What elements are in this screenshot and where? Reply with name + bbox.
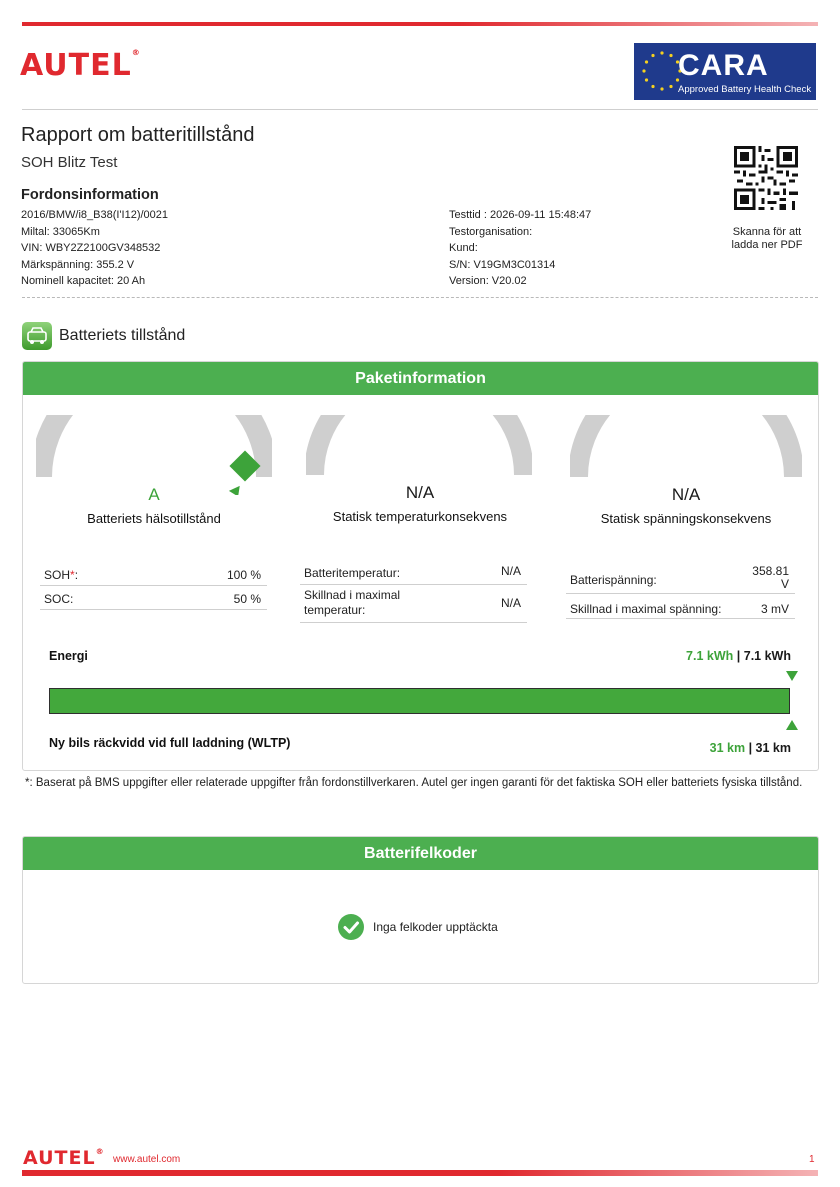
info-divider	[22, 297, 818, 298]
health-gauge	[36, 415, 272, 495]
vehicle-info-heading: Fordonsinformation	[21, 187, 159, 203]
table-row	[566, 596, 795, 619]
range-marker-icon	[786, 720, 798, 730]
battery-voltage-label: Batterispänning:	[570, 573, 657, 587]
temperature-gauge-value: N/A	[405, 483, 435, 502]
soh-marker: *	[70, 568, 75, 582]
top-accent-line	[22, 22, 818, 26]
soc-value: 50 %	[233, 592, 261, 606]
soh-value: 100 %	[226, 568, 261, 582]
energy-separator: |	[736, 649, 741, 663]
battery-voltage-value: 358.81	[752, 564, 789, 578]
cara-badge	[634, 43, 816, 100]
health-grade: A	[148, 485, 160, 504]
vehicle-info-right	[449, 207, 591, 290]
table-row	[566, 563, 795, 594]
report-title: Rapport om batteritillstånd	[21, 124, 255, 146]
vehicle-rated-voltage: Märkspänning: 355.2 V	[21, 258, 135, 271]
bottom-accent-line	[22, 1170, 818, 1176]
soh-label: SOH	[44, 568, 71, 582]
table-row	[40, 587, 267, 610]
battery-section-title: Batteriets tillstånd	[59, 327, 186, 344]
battery-car-icon	[22, 322, 52, 350]
footnote-text: : Baserat på BMS uppgifter eller relaterade uppgifter från fordonstillverkaren. Autel ger ingen garanti för det faktiska SOH eller batteriets fysiska tillstånd.	[29, 777, 803, 789]
report-subtitle: SOH Blitz Test	[21, 154, 118, 171]
temperature-gauge-label: Statisk temperaturkonsekvens	[332, 509, 508, 524]
energy-bar-fill	[50, 689, 789, 713]
vehicle-vin: VIN: WBY2Z2100GV348532	[21, 242, 161, 254]
vehicle-mileage: Miltal: 33065Km	[21, 225, 100, 238]
health-gauge-label: Batteriets hälsotillstånd	[87, 511, 221, 526]
soc-label: SOC:	[44, 592, 74, 606]
header-divider	[22, 109, 818, 110]
table-row	[300, 560, 527, 585]
vehicle-model: 2016/BMW/i8_B38(I'I12)/0021	[21, 209, 169, 221]
battery-temp-value: N/A	[500, 564, 521, 578]
range-value	[710, 741, 791, 755]
footnote-marker: *	[25, 777, 30, 789]
range-nominal: 31 km	[755, 741, 791, 755]
table-row: SOH*: 100 %	[40, 563, 267, 586]
autel-logo: AUTEL®	[20, 48, 141, 83]
test-time: Testtid : 2026-09-11 15:48:47	[449, 209, 592, 221]
energy-nominal: 7.1 kWh	[743, 649, 791, 663]
pack-info-header: Paketinformation	[23, 362, 818, 395]
vehicle-info-left	[21, 207, 168, 290]
no-faults-text: Inga felkoder upptäckta	[373, 920, 498, 934]
range-label: Ny bils räckvidd vid full laddning (WLTP)	[49, 736, 291, 750]
temperature-gauge	[306, 415, 532, 485]
qr-code-icon[interactable]	[734, 146, 798, 210]
check-circle-icon	[338, 914, 364, 940]
fault-codes-header: Batterifelkoder	[23, 837, 818, 870]
footnote	[25, 776, 815, 790]
voltage-gauge-value: N/A	[671, 485, 701, 504]
battery-voltage-unit: V	[780, 577, 789, 591]
serial-number: S/N: V19GM3C01314	[449, 258, 556, 271]
energy-label: Energi	[49, 649, 88, 663]
energy-marker-icon	[786, 671, 798, 681]
qr-caption: Skanna för att ladda ner PDF	[731, 226, 803, 251]
page-number: 1	[809, 1154, 815, 1165]
range-current: 31 km	[709, 741, 746, 755]
voltage-gauge-label: Statisk spänningskonsekvens	[600, 511, 772, 526]
voltage-gauge	[570, 415, 802, 487]
range-separator: |	[748, 741, 753, 755]
max-voltage-diff-label: Skillnad i maximal spänning:	[570, 602, 722, 616]
table-row	[300, 586, 527, 623]
test-organisation: Testorganisation:	[449, 225, 533, 238]
customer: Kund:	[449, 242, 478, 254]
battery-temp-label: Batteritemperatur:	[304, 566, 401, 580]
energy-bar-track	[49, 688, 790, 714]
cara-wordmark: CARA	[678, 49, 769, 82]
energy-value	[686, 649, 791, 663]
cara-tagline: Approved Battery Health Check	[678, 84, 812, 95]
max-temp-diff-value: N/A	[500, 596, 521, 610]
footer-autel-logo: AUTEL®	[23, 1147, 105, 1169]
vehicle-nominal-capacity: Nominell kapacitet: 20 Ah	[21, 275, 146, 287]
energy-current: 7.1 kWh	[686, 649, 734, 663]
max-temp-diff-label-2: temperatur:	[304, 603, 366, 617]
max-voltage-diff-value: 3 mV	[760, 602, 789, 616]
website-link[interactable]: www.autel.com	[113, 1154, 181, 1165]
fault-codes-panel	[22, 836, 819, 984]
max-temp-diff-label-1: Skillnad i maximal	[304, 588, 401, 602]
software-version: Version: V20.02	[449, 275, 527, 287]
